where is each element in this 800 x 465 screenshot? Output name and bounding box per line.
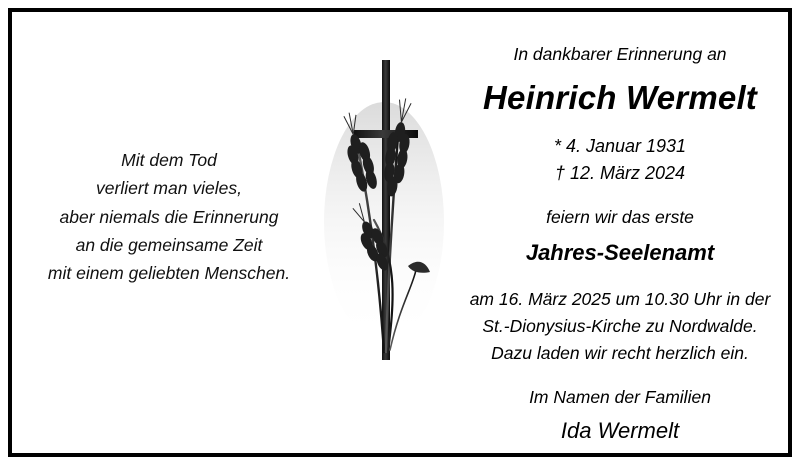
memorial-verse	[24, 146, 314, 288]
occasion-title: Jahres-Seelenamt	[525, 240, 715, 265]
deceased-name: Heinrich Wermelt	[483, 79, 757, 116]
intro-line: In dankbarer Erinnerung an	[513, 44, 727, 64]
verse-column	[24, 24, 314, 441]
occasion-intro: feiern wir das erste	[546, 207, 694, 227]
verse-line-4: an die gemeinsame Zeit	[75, 235, 263, 256]
life-dates	[464, 133, 776, 187]
detail-line-3: Dazu laden wir recht herzlich ein.	[491, 343, 749, 364]
verse-line-2: verliert man vieles,	[96, 178, 242, 199]
verse-line-5: mit einem geliebten Menschen.	[47, 263, 291, 284]
service-details	[464, 286, 776, 367]
family-intro: Im Namen der Familien	[529, 387, 711, 408]
verse-line-3: aber niemals die Erinnerung	[59, 206, 279, 227]
illustration-column	[314, 24, 464, 441]
notice-content	[24, 24, 776, 444]
main-text-column	[464, 24, 776, 444]
detail-line-2: St.-Dionysius-Kirche zu Nordwalde.	[482, 316, 758, 337]
notice-border-frame	[8, 8, 792, 457]
verse-line-1: Mit dem Tod	[121, 150, 217, 170]
birth-date: * 4. Januar 1931	[553, 136, 687, 156]
family-name: Ida Wermelt	[560, 418, 680, 444]
cross-with-wheat-icon	[312, 52, 462, 382]
death-date: † 12. März 2024	[554, 163, 686, 183]
detail-line-1: am 16. März 2025 um 10.30 Uhr in der	[469, 289, 771, 309]
